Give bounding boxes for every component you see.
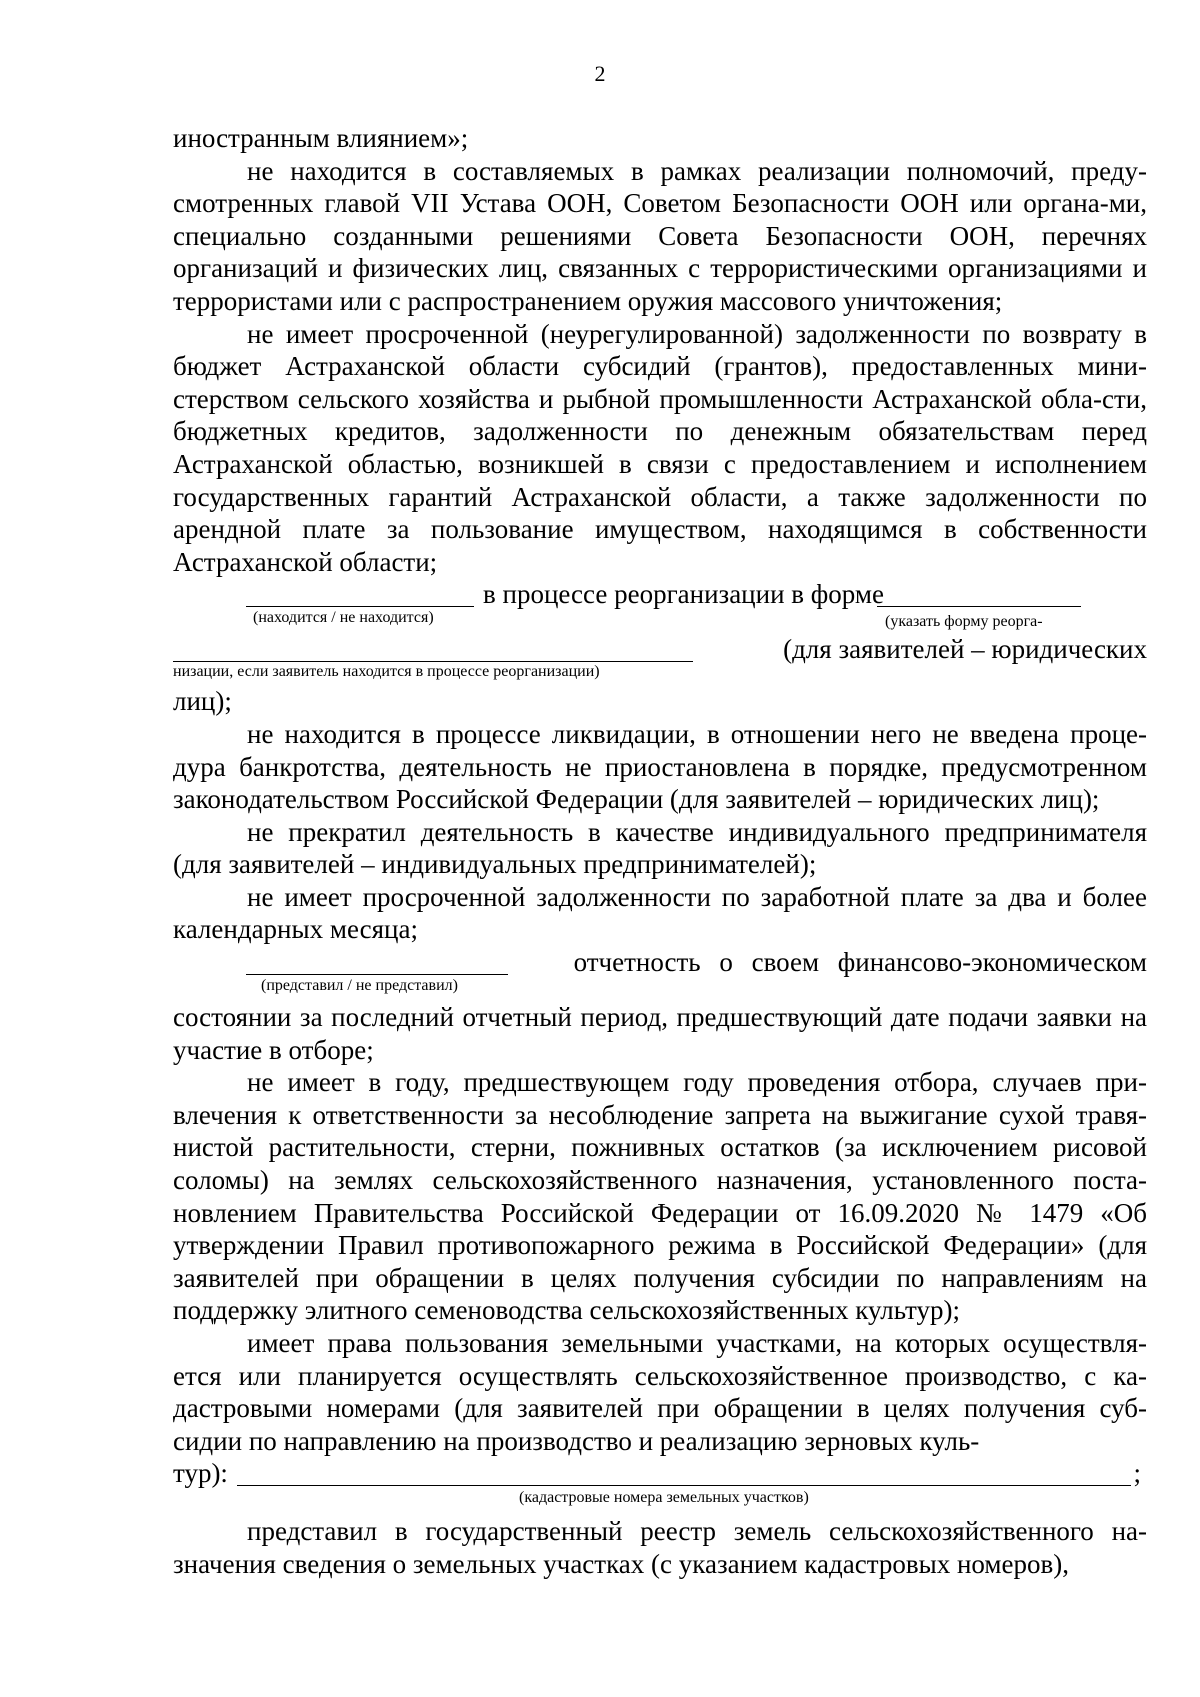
page-number: 2 xyxy=(594,61,606,86)
reorganization-caption-row xyxy=(173,665,1147,685)
cadastral-lead: тур): xyxy=(173,1458,228,1489)
paragraph-un-lists: не находится в составляемых в рамках реализации полномочий, преду-смотренных главой VII Устава ООН, Советом Безопасности ООН или органа-ми, специально созданными решениями Совета Безопасности ООН, перечнях организаций и физических лиц, связанных с террористическими организациями и террористами или с распространением оружия массового уничтожения; xyxy=(173,155,1147,316)
report-caption-row xyxy=(173,979,1147,1001)
reorganization-text: в процессе реорганизации в форме xyxy=(483,579,884,610)
report-status-blank[interactable] xyxy=(246,948,508,975)
reorganization-end: лиц); xyxy=(173,686,232,717)
paragraph-salary-debt: не имеет просроченной задолженности по заработной плате за два и более календарных месяца; xyxy=(173,881,1147,945)
cadastral-caption-row xyxy=(173,1489,1147,1515)
reorganization-status-caption: (находится / не находится) xyxy=(253,609,434,627)
reorganization-row xyxy=(173,578,1147,611)
document-body xyxy=(173,122,1147,1581)
cadastral-row xyxy=(173,1457,1147,1489)
report-row xyxy=(173,946,1147,979)
cadastral-numbers-blank[interactable] xyxy=(237,1459,1131,1486)
reorganization-captions xyxy=(173,611,1147,633)
reorganization-status-blank[interactable] xyxy=(246,580,474,607)
reorganization-form-blank-2[interactable] xyxy=(173,635,693,662)
paragraph-land-rights: имеет права пользования земельными участками, на которых осуществля-ется или планируется осуществлять сельскохозяйственное производство, с ка-дастровыми номерами (для заявителей при обращении в целях получения суб-сидии по направлению на производство и реализацию зерновых куль- xyxy=(173,1328,1147,1456)
reorganization-form-caption-2: низации, если заявитель находится в процессе реорганизации) xyxy=(173,663,600,681)
cadastral-caption: (кадастровые номера земельных участков) xyxy=(519,1489,809,1507)
reorganization-row-2 xyxy=(173,633,1147,665)
reorganization-form-caption: (указать форму реорга- xyxy=(885,613,1043,631)
report-text: отчетность о своем финансово-экономическом xyxy=(573,947,1147,978)
paragraph-individual-entrepreneur: не прекратил деятельность в качестве индивидуального предпринимателя (для заявителей – индивидуальных предпринимателей); xyxy=(173,816,1147,880)
reorganization-form-blank[interactable] xyxy=(877,580,1081,607)
paragraph-foreign-influence: иностранным влиянием»; xyxy=(173,123,469,153)
paragraph-burning-ban: не имеет в году, предшествующем году проведения отбора, случаев при-влечения к ответственности за несоблюдение запрета на выжигание сухой травя-нистой растительности, стерни, пожнивных остатков (за исключением рисовой соломы) на землях сельскохозяйственного назначения, установленного поста-новлением Правительства Российской Федерации от 16.09.2020 № 1479 «Об утверждении Правил противопожарного режима в Российской Федерации» (для заявителей при обращении в целях получения субсидии по направлениям на поддержку элитного семеноводства сельскохозяйственных культур); xyxy=(173,1067,1147,1326)
paragraph-budget-debt: не имеет просроченной (неурегулированной) задолженности по возврату в бюджет Астраханской области субсидий (грантов), предоставленных мини-стерством сельского хозяйства и рыбной промышленности Астраханской обла-сти, бюджетных кредитов, задолженности по денежным обязательствам перед Астраханской областью, возникшей в связи с предоставлением и исполнением государственных гарантий Астраханской области, а также задолженности по арендной плате за пользование имуществом, находящимся в собственности Астраханской области; xyxy=(173,318,1147,577)
paragraph-land-registry: представил в государственный реестр земель сельскохозяйственного на-значения сведения о земельных участках (с указанием кадастровых номеров), xyxy=(173,1516,1147,1579)
reorganization-tail: (для заявителей – юридических xyxy=(783,634,1147,665)
cadastral-end: ; xyxy=(1133,1458,1141,1489)
paragraph-report-continuation: состоянии за последний отчетный период, предшествующий дате подачи заявки на участие в отборе; xyxy=(173,1002,1147,1065)
paragraph-liquidation: не находится в процессе ликвидации, в отношении него не введена проце-дура банкротства, деятельность не приостановлена в порядке, предусмотренном законодательством Российской Федерации (для заявителей – юридических лиц); xyxy=(173,718,1147,815)
report-status-caption: (представил / не представил) xyxy=(261,977,458,995)
